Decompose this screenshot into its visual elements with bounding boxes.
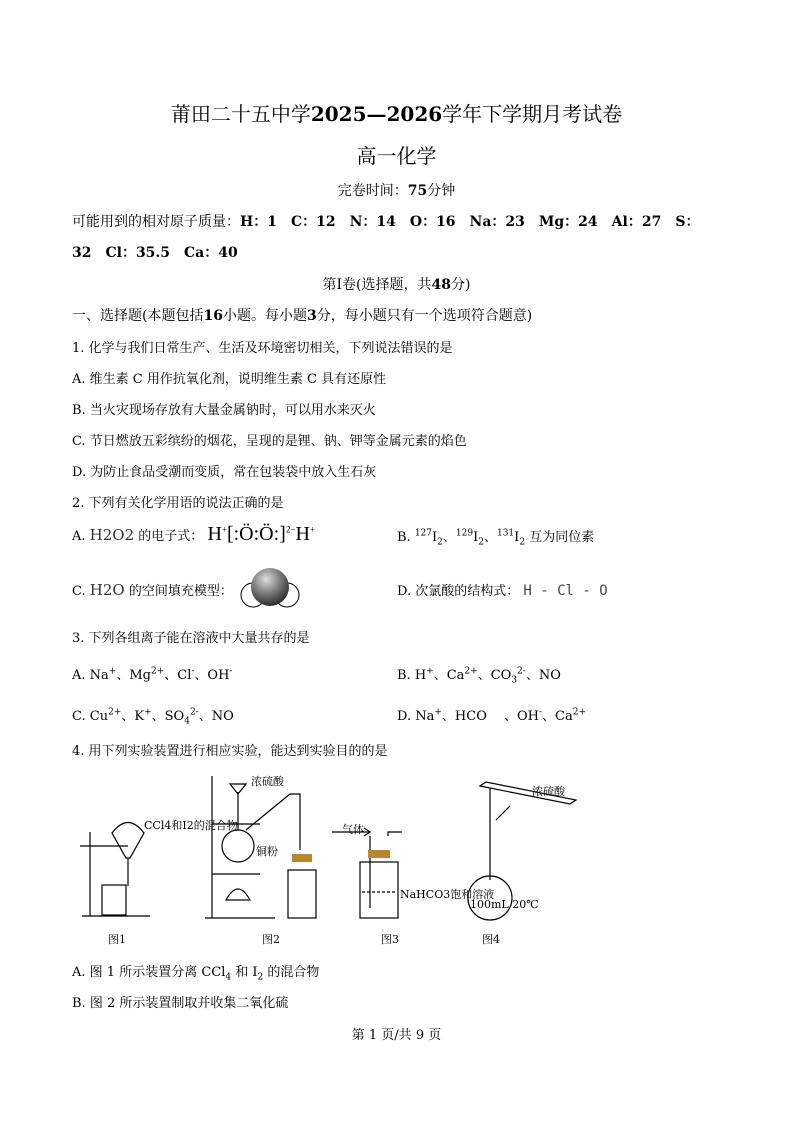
figure-2-caption: 图2 — [262, 933, 280, 946]
question-2-option-d: D. 次氯酸的结构式： H - Cl - O — [397, 583, 608, 599]
question-1-option-b: B. 当火灾现场存放有大量金属钠时，可以用水来灭火 — [72, 403, 376, 418]
question-3-option-d: D. Na+、HCO 、OH-、$Ca^{2+}$ — [397, 707, 587, 724]
isotope-formulas: $^{127}I_2$、$^{129}I_2$、$^{131}I_2$ — [414, 528, 526, 548]
figure-2-copper-label: 铜粉 — [256, 845, 278, 858]
figure-2-acid-label: 浓硫酸 — [251, 775, 284, 788]
page-number: 第 1 页/共 9 页 — [351, 1028, 442, 1043]
question-1-stem: 1. 化学与我们日常生产、生活及环境密切相关，下列说法错误的是 — [72, 341, 453, 356]
atomic-masses-line1: 可能用到的相对原子质量：H：1 C：12 N：14 O：16 Na：23 Mg：24 Al：27 S： — [72, 214, 700, 230]
volume-heading: 第Ⅰ卷(选择题，共48分) — [322, 277, 471, 293]
question-3-option-c: C. $Cu^{2+}$、K+、$SO_4^{2-}$、NO — [72, 707, 234, 727]
figure-4-caption: 图4 — [482, 933, 500, 946]
apparatus-figures — [70, 770, 670, 950]
section-heading: 一、选择题(本题包括16小题。每小题3分，每小题只有一个选项符合题意) — [72, 308, 533, 324]
question-1-option-c: C. 节日燃放五彩缤纷的烟花，呈现的是锂、钠、钾等金属元素的焰色 — [72, 434, 467, 449]
question-3-stem: 3. 下列各组离子能在溶液中大量共存的是 — [72, 631, 310, 646]
question-4-option-a: A. 图 1 所示装置分离 CCl$_4$ 和 $I_2$ 的混合物 — [72, 965, 320, 983]
figure-3-gas-washing-bottle — [332, 828, 402, 918]
h2o-formula: H2O — [89, 581, 125, 599]
question-2-option-b: B. $^{127}I_2$、$^{129}I_2$、$^{131}I_2$ 互为同位素 — [397, 528, 595, 548]
figure-3-gas-label: 气体 — [342, 823, 364, 836]
question-4-option-b: B. 图 2 所示装置制取并收集二氧化硫 — [72, 996, 289, 1011]
figure-4-acid-label: 浓硫酸 — [532, 785, 565, 798]
question-3-option-a: A. Na+、$Mg^{2+}$、Cl-、OH- — [72, 666, 233, 683]
question-2-stem: 2. 下列有关化学用语的说法正确的是 — [72, 496, 284, 511]
figure-1-caption: 图1 — [108, 933, 126, 946]
question-4-stem: 4. 用下列实验装置进行相应实验，能达到实验目的的是 — [72, 744, 388, 759]
question-1-option-d: D. 为防止食品受潮而变质，常在包装袋中放入生石灰 — [72, 465, 377, 480]
question-3-option-b: B. H+、$Ca^{2+}$、$CO_3^{2-}$、NO — [397, 666, 561, 686]
electron-formula: H+[:Ö:Ö:]$^{2-}$H+ — [207, 523, 315, 545]
figure-1-annotation: CCl4和I2的混合物 — [144, 819, 238, 832]
exam-title: 莆田二十五中学2025—2026学年下学期月考试卷 — [170, 102, 623, 126]
figure-4-flask-label: 100mL 20℃ — [470, 898, 539, 911]
subject-title: 高一化学 — [356, 144, 437, 168]
figure-3-solution-label: NaHCO3饱和溶液 — [400, 888, 495, 901]
figure-3-caption: 图3 — [381, 933, 399, 946]
h2o2-formula: H2O2 — [89, 526, 135, 544]
question-1-option-a: A. 维生素 C 用作抗氧化剂，说明维生素 C 具有还原性 — [72, 372, 387, 387]
figure-1-separatory-funnel — [80, 823, 150, 917]
question-2-option-a: A. H2O2 的电子式： H+[:Ö:Ö:]$^{2-}$H+ — [72, 523, 315, 545]
hclo-structure: H - Cl - O — [523, 583, 608, 599]
question-2-option-c: C. H2O 的空间填充模型： — [72, 581, 233, 599]
space-filling-model-icon — [238, 566, 302, 614]
atomic-masses-line2: 32 Cl：35.5 Ca：40 — [72, 245, 238, 261]
exam-time: 完卷时间：75分钟 — [337, 183, 456, 199]
